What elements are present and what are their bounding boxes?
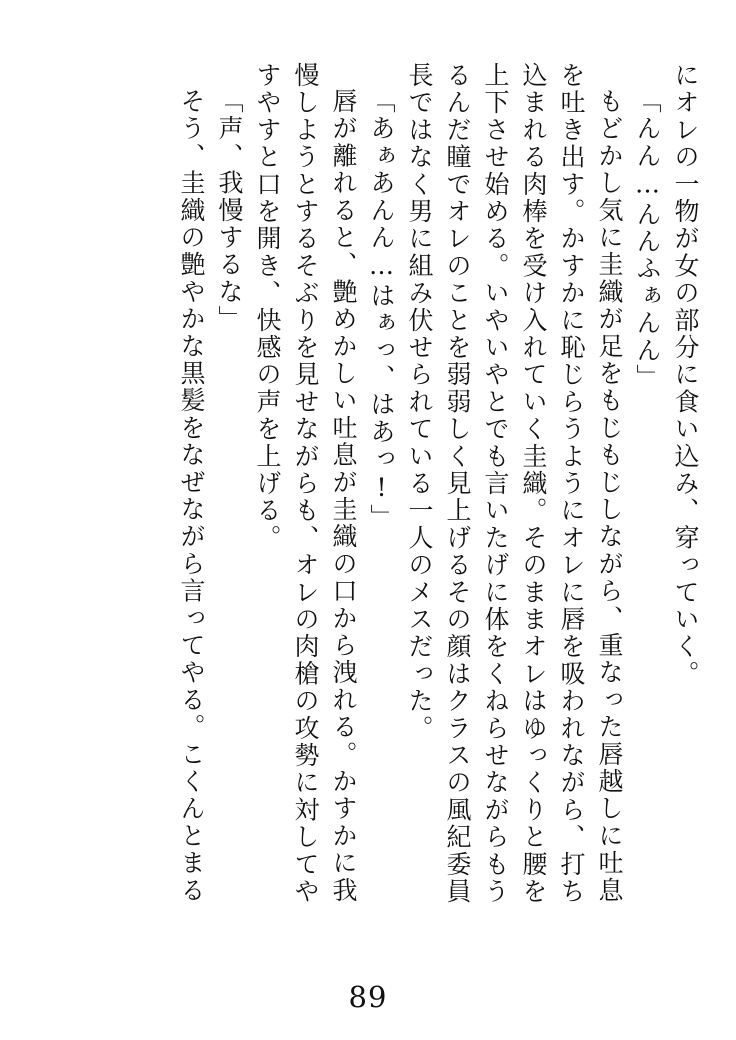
text-line: にオレの一物が女の部分に食い込み、穿っていく。 [671,62,700,688]
text-line: 「声、我慢するな」 [215,88,244,333]
text-line: 「んん…んんふぁんん」 [633,88,662,392]
text-line: 「あぁあんん…はぁっ、はあっ!」 [367,88,396,532]
text-line: 込まれる肉棒を受け入れていく圭織。そのままオレはゆっくりと腰を [519,62,548,906]
vertical-text-body [38,62,698,962]
text-line: そう、圭織の艶やかな黒髪をなぜながら言ってやる。こくんとまる [177,88,206,904]
text-line: 長ではなく男に組み伏せられている一人のメスだった。 [405,62,434,742]
text-line: を吐き出す。かすかに恥じらうようにオレに唇を吸われながら、打ち [557,62,586,906]
page-number: 89 [348,980,388,1014]
text-line: 慢しようとするそぶりを見せながらも、オレの肉槍の攻勢に対してや [291,62,320,906]
text-line: すやすと口を開き、快感の声を上げる。 [253,62,282,552]
text-line: 唇が離れると、艶めかしい吐息が圭織の口から洩れる。かすかに我 [329,88,358,904]
text-line: 上下させ始める。いやいやとでも言いたげに体をくねらせながらもう [481,62,510,906]
text-line: るんだ瞳でオレのことを弱弱しく見上げるその顔はクラスの風紀委員 [443,62,472,906]
text-line: もどかし気に圭織が足をもじもじしながら、重なった唇越しに吐息 [595,88,624,904]
